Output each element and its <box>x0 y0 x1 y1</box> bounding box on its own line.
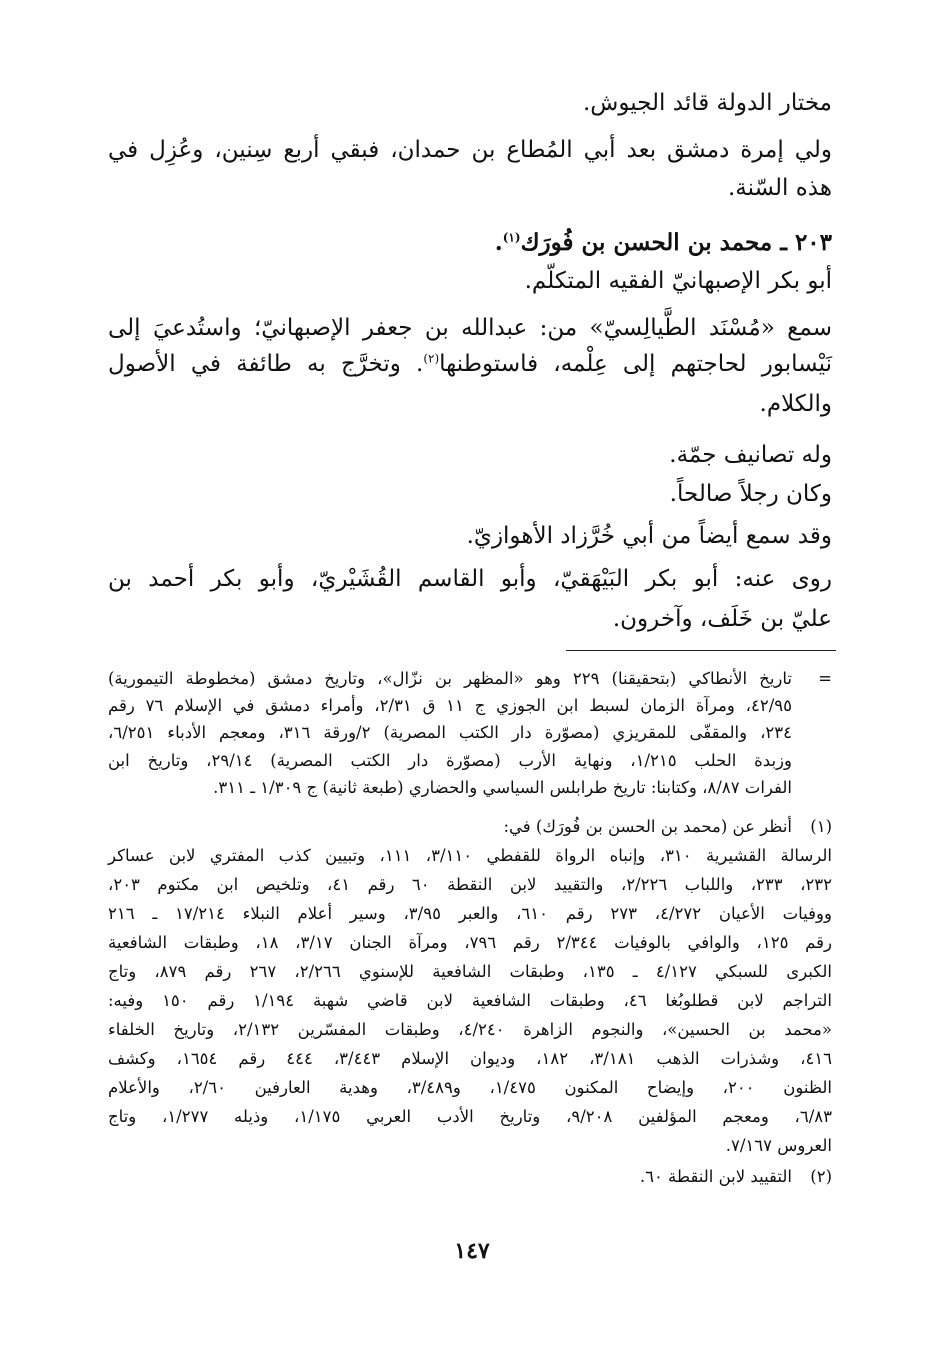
page-number: ١٤٧ <box>454 1238 490 1264</box>
footnote-separator <box>566 650 836 651</box>
text-line <box>108 349 832 379</box>
footnote-line: الفرات ٨/٨٧، وكتابنا: تاريخ طرابلس السياسي والحضاري (طبعة ثانية) ج ١/٣٠٩ ـ ٣١١. <box>213 778 792 797</box>
entry-heading <box>495 228 832 258</box>
footnote-ref: (٢) <box>423 351 440 366</box>
footnote-ref: (١) <box>502 230 521 245</box>
text-line: سمع «مُسْنَد الطَّيالِسيّ» من: عبدالله بن جعفر الإصبهانيّ؛ واستُدعيَ إلى <box>108 315 832 341</box>
text-line: أبو بكر الإصبهانيّ الفقيه المتكلّم. <box>524 268 832 294</box>
footnote-line: ووفيات الأعيان ٤/٢٧٢، ٢٧٣ رقم ٦١٠، والعبر ٣/٩٥، وسير أعلام النبلاء ١٧/٢١٤ ـ ٢١٦ <box>108 904 832 923</box>
footnote-line: الرسالة القشيرية ٣١٠، وإنباه الرواة للقفطي ٣/١١٠، ١١١، وتبيين كذب المفتري لابن عساكر <box>108 846 832 865</box>
footnote-line: الظنون ٢٠٠، وإيضاح المكنون ١/٤٧٥، و٣/٤٨٩، وهدية العارفين ٢/٦٠، والأعلام <box>108 1078 832 1097</box>
text-line: هذه السّنة. <box>727 175 832 201</box>
entry-number: ٢٠٣ ـ <box>780 229 832 256</box>
footnote-line: العروس ٧/١٦٧. <box>725 1136 832 1155</box>
footnote-line: ٤١٦، وشذرات الذهب ٣/١٨١، ١٨٢، وديوان الإسلام ٣/٤٤٣، ٤٤٤ رقم ١٦٥٤، وكشف <box>108 1049 833 1068</box>
footnote-number: (٢) <box>810 1167 832 1186</box>
text-line: مختار الدولة قائد الجيوش. <box>582 90 832 116</box>
footnote-line: ٢٣٤، والمقفّى للمقريزي (مصوّرة دار الكتب المصرية) ٢/ورقة ٣١٦، ومعجم الأدباء ٦/٢٥١، <box>108 723 792 742</box>
footnote-line: التراجم لابن قطلوبُغا ٤٦، وطبقات الشافعية لابن قاضي شهبة ١/١٩٤ رقم ١٥٠ وفيه: <box>108 991 833 1010</box>
text-line: وقد سمع أيضاً من أبي خُرَّزاد الأهوازيّ. <box>466 523 832 549</box>
heading-period: . <box>494 229 503 256</box>
text-segment: نَيْسابور لحاجتهم إلى عِلْمه، فاستوطنها <box>439 351 833 377</box>
footnote-line: وزبدة الحلب ١/٢١٥، ونهاية الأرب (مصوّرة دار الكتب المصرية) ٢٩/١٤، وتاريخ ابن <box>108 751 792 770</box>
footnote-line: أنظر عن (محمد بن الحسن بن فُورَك) في: <box>503 817 792 836</box>
continuation-mark: = <box>818 669 832 688</box>
text-line: وله تصانيف جمّة. <box>669 442 832 468</box>
footnote-line: التقييد لابن النقطة ٦٠. <box>639 1167 792 1186</box>
footnote-number: (١) <box>810 817 832 836</box>
footnote-line: ٢٣٢، ٢٣٣، واللباب ٢/٢٢٦، والتقييد لابن النقطة ٦٠ رقم ٤١، وتلخيص ابن مكتوم ٢٠٣، <box>108 875 833 894</box>
footnote-line: ٦/٨٣، ومعجم المؤلفين ٩/٢٠٨، وتاريخ الأدب العربي ١/١٧٥، وذيله ١/٢٧٧، وتاج <box>108 1107 833 1126</box>
text-segment: . وتخرَّج به طائفة في الأصول <box>108 351 424 377</box>
text-line: وكان رجلاً صالحاً. <box>669 481 832 507</box>
text-line: والكلام. <box>759 391 832 417</box>
footnote-line: تاريخ الأنطاكي (بتحقيقنا) ٢٢٩ وهو «المظهر بن نزّال»، وتاريخ دمشق (مخطوطة التيمورية) <box>108 669 792 688</box>
footnote-line: رقم ١٢٥، والوافي بالوفيات ٢/٣٤٤ رقم ٧٩٦، ومرآة الجنان ٣/١٧، ١٨، وطبقات الشافعية <box>108 933 832 952</box>
footnote-line: الكبرى للسبكي ٤/١٢٧ ـ ١٣٥، وطبقات الشافعية للإسنوي ٢/٢٦٦، ٢٦٧ رقم ٨٧٩، وتاج <box>108 962 832 981</box>
text-line: روى عنه: أبو بكر البَيْهَقيّ، وأبو القاسم القُشَيْريّ، وأبو بكر أحمد بن <box>108 566 832 592</box>
footnote-line: ٤٢/٩٥، ومرآة الزمان لسبط ابن الجوزي ج ١١ ق ٢/٣١، وأمراء دمشق في الإسلام ٧٦ رقم <box>108 696 792 715</box>
text-line: ولي إمرة دمشق بعد أبي المُطاع بن حمدان، فبقي أربع سِنين، وعُزِل في <box>108 137 832 163</box>
entry-name: محمد بن الحسن بن فُورَك <box>520 229 773 256</box>
footnote-line: «محمد بن الحسين»، والنجوم الزاهرة ٤/٢٤٠، وطبقات المفسّرين ٢/١٣٢، وتاريخ الخلفاء <box>108 1020 832 1039</box>
text-line: عليّ بن خَلَف، وآخرون. <box>612 606 832 632</box>
